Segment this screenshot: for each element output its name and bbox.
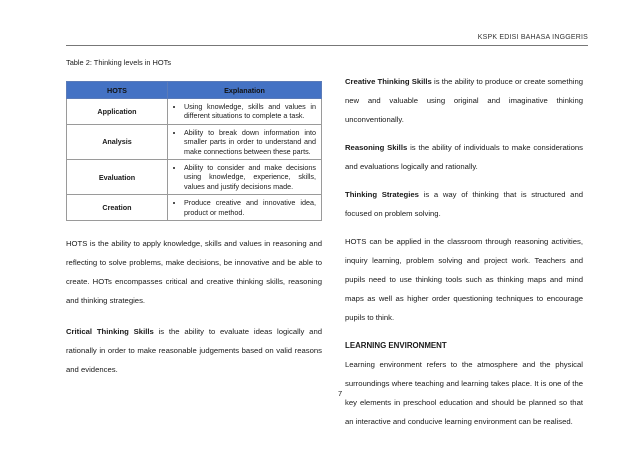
column-header-hots: HOTS bbox=[67, 82, 168, 99]
table-row bbox=[67, 195, 322, 221]
column-header-explanation: Explanation bbox=[168, 82, 322, 99]
explanation-bullet: • Ability to consider and make decisions using knowledge, experience, skills, values and justify decisions made. bbox=[184, 163, 316, 191]
explanation-bullet: • Using knowledge, skills and values in different situations to complete a task. bbox=[184, 102, 316, 121]
learning-environment-paragraph: Learning environment refers to the atmosphere and the physical surroundings where teaching and learning takes place. It is one of the key elements in preschool education and should be planned so that an interactive and conducive learning environment can be realised. bbox=[345, 360, 583, 426]
thinking-strategies-text: is a way of thinking that is structured and focused on problem solving. bbox=[345, 190, 583, 218]
reasoning-text: is the ability of individuals to make considerations and evaluations logically and rationally. bbox=[345, 143, 583, 171]
table-header-row bbox=[67, 82, 322, 99]
critical-thinking-paragraph bbox=[66, 322, 322, 379]
explanation-cell bbox=[168, 99, 322, 125]
level-cell: Analysis bbox=[67, 124, 168, 159]
explanation-cell bbox=[168, 195, 322, 221]
creative-thinking-term: Creative Thinking Skills bbox=[345, 77, 432, 86]
table-row bbox=[67, 124, 322, 159]
creative-thinking-paragraph bbox=[345, 72, 583, 129]
hots-classroom-paragraph: HOTS can be applied in the classroom through reasoning activities, inquiry learning, problem solving and project work. Teachers and pupils need to use thinking tools such as thinking maps and mind maps as well as higher order questioning techniques to encourage pupils to think. bbox=[345, 237, 583, 322]
level-cell: Creation bbox=[67, 195, 168, 221]
header-divider bbox=[66, 45, 588, 46]
creative-thinking-text: is the ability to produce or create something new and valuable using original and imaginative thinking unconventionally. bbox=[345, 77, 583, 124]
right-column bbox=[345, 72, 583, 431]
table-row bbox=[67, 160, 322, 195]
explanation-cell bbox=[168, 160, 322, 195]
explanation-bullet: • Ability to break down information into smaller parts in order to understand and make connections between these parts. bbox=[184, 128, 316, 156]
left-column bbox=[66, 56, 322, 379]
table-row bbox=[67, 99, 322, 125]
thinking-strategies-paragraph bbox=[345, 185, 583, 223]
running-header: KSPK EDISI BAHASA INGGERIS bbox=[477, 34, 588, 41]
reasoning-paragraph bbox=[345, 138, 583, 176]
reasoning-term: Reasoning Skills bbox=[345, 143, 408, 152]
critical-thinking-text: is the ability to evaluate ideas logically and rationally in order to make reasonable judgements based on valid reasons and evidences. bbox=[66, 327, 322, 375]
hots-definition-paragraph: HOTS is the ability to apply knowledge, skills and values in reasoning and reflecting to solve problems, make decisions, be innovative and be able to create. HOTs encompasses critical and creative thinking skills, reasoning and thinking strategies. bbox=[66, 239, 322, 306]
table-caption: Table 2: Thinking levels in HOTs bbox=[66, 58, 172, 67]
page-number: 7 bbox=[338, 389, 343, 398]
explanation-bullet: • Produce creative and innovative idea, product or method. bbox=[184, 198, 316, 217]
thinking-strategies-term: Thinking Strategies bbox=[345, 190, 419, 199]
level-cell: Evaluation bbox=[67, 160, 168, 195]
thinking-levels-table bbox=[66, 81, 322, 221]
critical-thinking-term: Critical Thinking Skills bbox=[66, 327, 154, 337]
learning-environment-heading: LEARNING ENVIRONMENT bbox=[345, 341, 447, 350]
level-cell: Application bbox=[67, 99, 168, 125]
explanation-cell bbox=[168, 124, 322, 159]
